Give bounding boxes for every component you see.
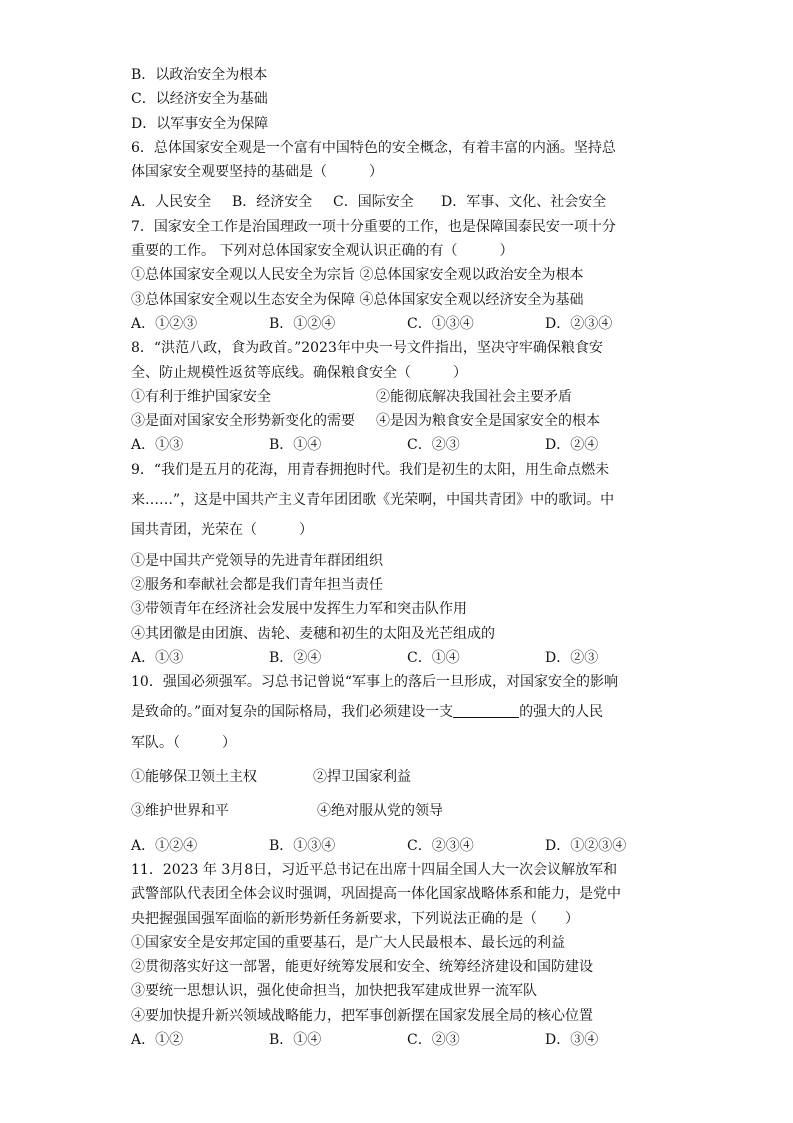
q9-option-d: D．②③ [545,649,599,666]
q10-stem-line-2 [131,700,671,724]
q9-option-c: C．①④ [407,649,460,666]
q6-options [131,190,671,214]
q5-option-d: D．以军事安全为保障 [131,115,269,132]
q11-options [131,1028,671,1052]
q7-option-b: B．①②④ [269,315,336,332]
q9-item-1: ①是中国共产党领导的先进青年群团组织 [131,552,383,569]
q10-fill-in-blank [453,701,519,718]
q5-option-c: C．以经济安全为基础 [131,91,268,108]
q10-option-b: B．①③④ [269,837,336,854]
q6-option-a: A．人民安全 [131,194,212,211]
q11-option-a: A．①② [131,1031,184,1048]
q11-item-3: ③要统一思想认识，强化使命担当，加快把我军建成世界一流军队 [131,983,537,1000]
q8-option-a: A．①③ [131,437,184,454]
q11-option-c: C．②③ [407,1031,460,1048]
q7-stem-line-1: 7．国家安全工作是治国理政一项十分重要的工作，也是保障国泰民安一项十分 [131,218,616,235]
q10-item-2: ②捍卫国家利益 [313,769,411,786]
q10-item-4: ④绝对服从党的领导 [317,803,443,820]
q9-option-a: A．①③ [131,649,184,666]
q10-item-3: ③维护世界和平 [131,803,229,820]
q11-item-1: ①国家安全是安邦定国的重要基石，是广大人民最根本、最长远的利益 [131,934,565,951]
q11-option-d: D．③④ [545,1031,599,1048]
q9-stem-line-2: 来……”，这是中国共产主义青年团团歌《光荣啊，中国共青团》中的歌词。中 [131,492,615,509]
q10-option-a: A．①②④ [131,837,198,854]
q7-option-c: C．①③④ [407,315,474,332]
q10-items-row-1 [131,765,671,789]
q10-stem-line-2-after-blank: 的强大的人民 [519,704,604,721]
q8-stem-line-2: 全、防止规模性返贫等底线。确保粮食安全（ ） [131,364,467,381]
q10-options [131,834,671,858]
q7-options [131,312,671,336]
q9-item-2: ②服务和奉献社会都是我们青年担当责任 [131,576,383,593]
q9-item-4: ④其团徽是由团旗、齿轮、麦穗和初生的太阳及光芒组成的 [131,625,495,642]
q9-stem-line-3: 国共青团，光荣在（ ） [131,522,313,539]
q9-stem-line-1: 9．“我们是五月的花海，用青春拥抱时代。我们是初生的太阳，用生命点燃未 [131,461,610,478]
q6-stem-line-1: 6．总体国家安全观是一个富有中国特色的安全概念，有着丰富的内涵。坚持总 [131,139,616,156]
q10-option-d: D．①②③④ [545,837,627,854]
q9-item-3: ③带领青年在经济社会发展中发挥生力军和突击队作用 [131,601,467,618]
q11-stem-line-2: 武警部队代表团全体会议时强调，巩固提高一体化国家战略体系和能力，是党中 [131,886,621,903]
q8-option-c: C．②③ [407,437,460,454]
q6-option-c: C．国际安全 [333,194,414,211]
q10-items-row-2 [131,799,671,823]
q7-option-a: A．①②③ [131,315,198,332]
q5-option-b: B．以政治安全为根本 [131,67,268,83]
q11-option-b: B．①④ [269,1031,322,1048]
q8-stem-line-1: 8．“洪范八政，食为政首。”2023年中央一号文件指出，坚决守牢确保粮食安 [131,340,603,357]
q8-item-2: ②能彻底解决我国社会主要矛盾 [376,388,572,405]
q10-stem-line-3: 军队。（ ） [131,734,236,751]
q6-option-b: B．经济安全 [232,194,313,211]
q6-stem-line-2: 体国家安全观要坚持的基础是（ ） [131,164,383,181]
q8-option-d: D．②④ [545,437,599,454]
q8-item-1: ①有利于维护国家安全 [131,388,271,405]
q8-item-4: ④是因为粮食安全是国家安全的根本 [376,413,600,430]
q9-option-b: B．②④ [269,649,322,666]
q7-option-d: D．②③④ [545,315,613,332]
q10-stem-line-1: 10．强国必须强军。习总书记曾说“军事上的落后一旦形成，对国家安全的影响 [131,674,618,691]
q7-stem-line-2: 重要的工作。 下列对总体国家安全观认识正确的有（ ） [131,243,514,260]
q8-item-3: ③是面对国家安全形势新变化的需要 [131,413,355,430]
q6-option-d: D．军事、文化、社会安全 [441,194,607,211]
q10-stem-line-2-before-blank: 是致命的。”面对复杂的国际格局，我们必须建设一支 [131,704,454,721]
q8-options [131,433,671,457]
q8-option-b: B．①④ [269,437,322,454]
q7-items-line-1: ①总体国家安全观以人民安全为宗旨 ②总体国家安全观以政治安全为根本 [131,267,584,284]
q11-item-2: ②贯彻落实好这一部署，能更好统筹发展和安全、统筹经济建设和国防建设 [131,959,593,976]
q8-items-row-1 [131,385,671,409]
q9-options [131,646,671,670]
q11-stem-line-1: 11．2023 年 3月8日，习近平总书记在出席十四届全国人大一次会议解放军和 [131,861,618,878]
question-list [131,63,671,1052]
q11-stem-line-3: 央把握强国强军面临的新形势新任务新要求，下列说法正确的是（ ） [131,910,579,927]
q11-item-4: ④要加快提升新兴领域战略能力，把军事创新摆在国家发展全局的核心位置 [131,1007,593,1024]
q7-items-line-2: ③总体国家安全观以生态安全为保障 ④总体国家安全观以经济安全为基础 [131,291,584,308]
q10-option-c: C．②③④ [407,837,474,854]
q10-item-1: ①能够保卫领土主权 [131,769,257,786]
q8-items-row-2 [131,409,671,433]
